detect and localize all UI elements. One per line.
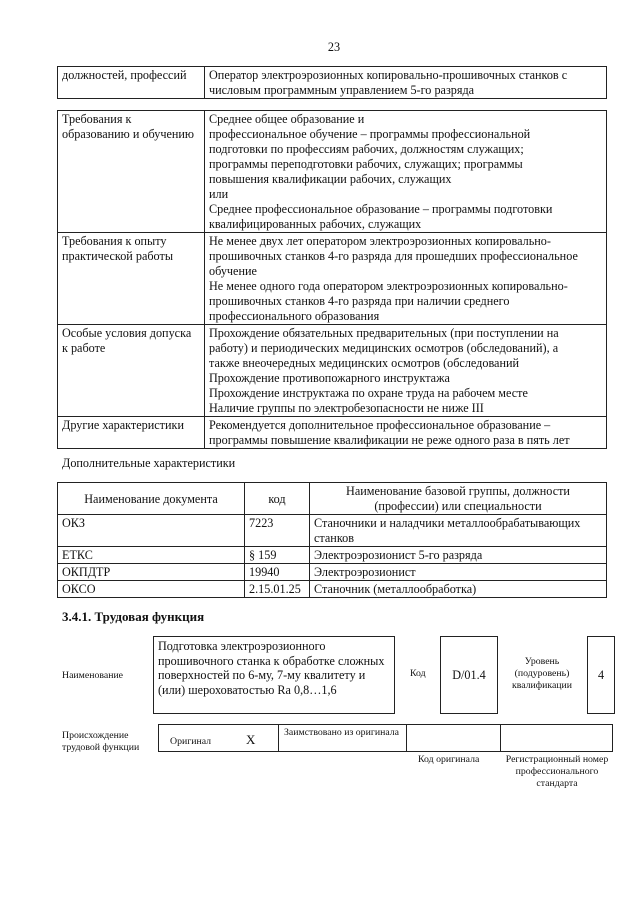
docs-cell-name: ОКСО xyxy=(58,581,245,598)
name-value: Подготовка электроэрозионного прошивочного станка к обработке сложных поверхностей по 6-му, 7-му квалитету и (или) шероховатостью Ra 0,8…1,6 xyxy=(158,639,385,697)
docs-cell-name: ОКЗ xyxy=(58,515,245,547)
table-row xyxy=(58,515,607,547)
docs-header-code: код xyxy=(245,483,310,515)
req-line: программы повышение квалификации не реже одного раза в пять лет xyxy=(209,433,570,447)
req-line: работу) и периодических медицинских осмотров (обследований), а xyxy=(209,341,559,355)
top-table xyxy=(57,66,607,99)
req-row-special xyxy=(58,325,607,417)
req-line: профессиональное обучение – программы профессиональной xyxy=(209,127,531,141)
req-line: Прохождение инструктажа по охране труда на рабочем месте xyxy=(209,386,528,400)
original-mark: X xyxy=(246,732,256,747)
docs-cell-group: Электроэрозионист 5-го разряда xyxy=(310,547,607,564)
req-line: повышения квалификации рабочих, служащих xyxy=(209,172,452,186)
top-table-label: должностей, профессий xyxy=(58,67,205,99)
table-row xyxy=(58,564,607,581)
req-value xyxy=(205,325,607,417)
req-line: Не менее одного года оператором электроэрозионных копировально- xyxy=(209,279,568,293)
level-value: 4 xyxy=(597,667,605,682)
req-label: Требования к опыту практической работы xyxy=(58,233,205,325)
borrowed-label: Заимствовано из оригинала xyxy=(284,727,399,738)
req-row-education xyxy=(58,111,607,233)
docs-cell-name: ЕТКС xyxy=(58,547,245,564)
name-box xyxy=(153,636,395,714)
req-row-experience xyxy=(58,233,607,325)
req-value xyxy=(205,111,607,233)
req-value xyxy=(205,233,607,325)
req-line: квалифицированных рабочих, служащих xyxy=(209,217,422,231)
code-original-label: Код оригинала xyxy=(418,754,480,765)
docs-header-group: Наименование базовой группы, должности (профессии) или специальности xyxy=(310,483,607,515)
req-line: прошивочных станков 4-го разряда для прошедших профессиональное xyxy=(209,249,578,263)
req-line: Не менее двух лет оператором электроэрозионных копировально- xyxy=(209,234,551,248)
docs-cell-group: Станочники и наладчики металлообрабатывающих станков xyxy=(310,515,607,547)
req-line: профессионального образования xyxy=(209,309,380,323)
req-line: также внеочередных медицинских осмотров (обследований xyxy=(209,356,520,370)
section-title: 3.4.1. Трудовая функция xyxy=(62,609,205,624)
reg-number-label: Регистрационный номер профессионального стандарта xyxy=(505,754,609,789)
code-label: Код xyxy=(410,668,426,679)
docs-cell-code: 7223 xyxy=(245,515,310,547)
req-label: Другие характеристики xyxy=(58,417,205,449)
req-line: прошивочных станков 4-го разряда при наличии среднего xyxy=(209,294,510,308)
req-line: программы переподготовки рабочих, служащих; программы xyxy=(209,157,523,171)
page-number: 23 xyxy=(327,40,341,54)
docs-header-name: Наименование документа xyxy=(58,483,245,515)
req-line: Рекомендуется дополнительное профессиональное образование – xyxy=(209,418,551,432)
req-line: или xyxy=(209,187,229,201)
requirements-table xyxy=(57,110,607,449)
req-value xyxy=(205,417,607,449)
docs-header-row xyxy=(58,483,607,515)
table-row xyxy=(58,547,607,564)
req-line: Прохождение противопожарного инструктажа xyxy=(209,371,450,385)
divider xyxy=(406,724,407,751)
documents-table xyxy=(57,482,607,598)
table-row xyxy=(58,581,607,598)
docs-cell-code: § 159 xyxy=(245,547,310,564)
docs-cell-group: Электроэрозионист xyxy=(310,564,607,581)
req-label: Особые условия допуска к работе xyxy=(58,325,205,417)
docs-cell-code: 2.15.01.25 xyxy=(245,581,310,598)
divider xyxy=(278,724,279,751)
req-line: Прохождение обязательных предварительных (при поступлении на xyxy=(209,326,559,340)
docs-cell-group: Станочник (металлообработка) xyxy=(310,581,607,598)
additional-title: Дополнительные характеристики xyxy=(62,456,236,470)
level-label: Уровень (подуровень) квалификации xyxy=(511,656,573,691)
level-box xyxy=(587,636,615,714)
req-line: обучение xyxy=(209,264,257,278)
code-value: D/01.4 xyxy=(452,667,486,682)
req-line: Среднее общее образование и xyxy=(209,112,365,126)
req-line: Среднее профессиональное образование – программы подготовки xyxy=(209,202,553,216)
req-line: подготовки по профессиям рабочих, должностям служащих; xyxy=(209,142,524,156)
req-row-other xyxy=(58,417,607,449)
req-label: Требования к образованию и обучению xyxy=(58,111,205,233)
docs-cell-name: ОКПДТР xyxy=(58,564,245,581)
name-label: Наименование xyxy=(62,670,124,681)
top-table-value: Оператор электроэрозионных копировально-прошивочных станков с числовым программным управлением 5-го разряда xyxy=(205,67,607,99)
divider xyxy=(500,724,501,751)
original-label: Оригинал xyxy=(170,736,212,747)
origin-label: Происхождение трудовой функции xyxy=(62,730,140,753)
req-line: Наличие группы по электробезопасности не ниже III xyxy=(209,401,484,415)
docs-cell-code: 19940 xyxy=(245,564,310,581)
code-box xyxy=(440,636,498,714)
